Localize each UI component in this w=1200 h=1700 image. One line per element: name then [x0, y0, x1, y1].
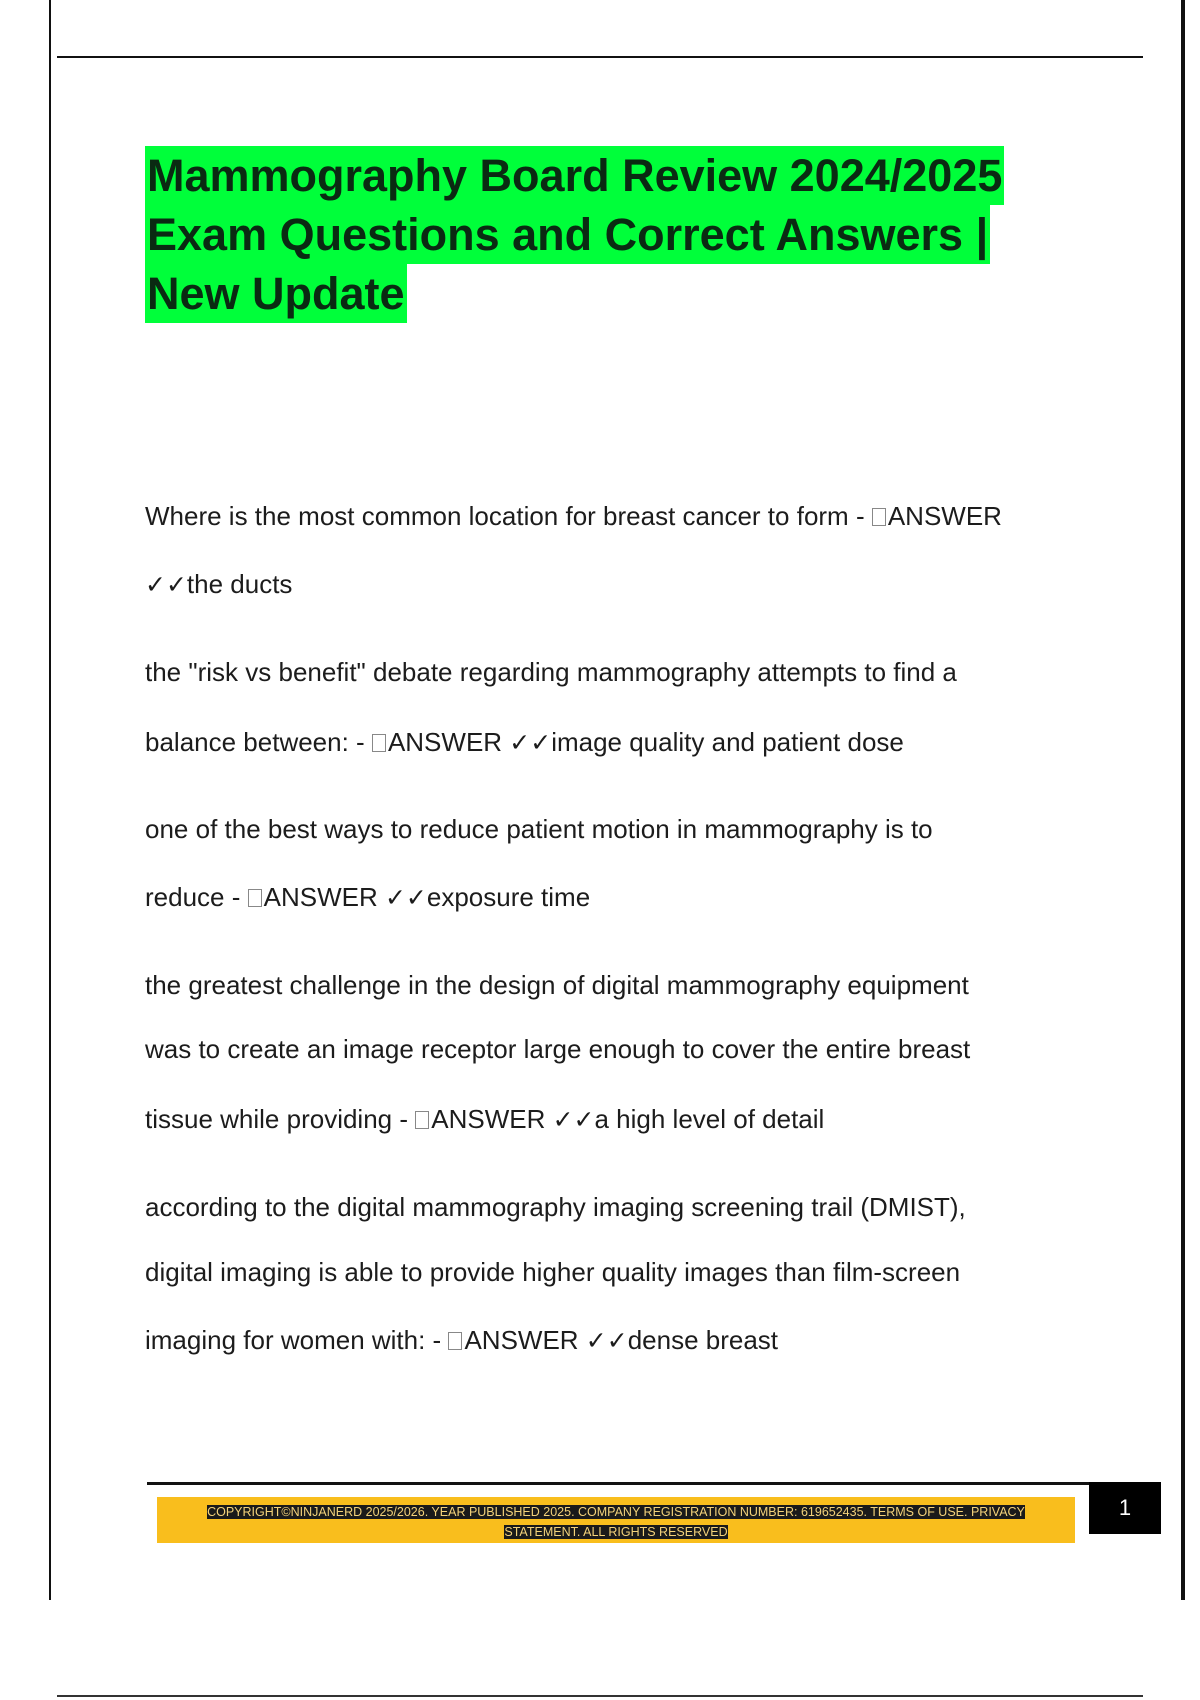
question-text: reduce - [145, 882, 248, 912]
answer-text: exposure time [426, 882, 591, 912]
question-text: imaging for women with: - [145, 1325, 449, 1355]
page-number: 1 [1089, 1482, 1161, 1534]
double-check-icon: ✓✓ [552, 1105, 595, 1134]
qa-item [145, 499, 1002, 602]
missing-glyph-box-icon [248, 889, 262, 907]
missing-glyph-box-icon [448, 1332, 462, 1350]
double-check-icon: ✓✓ [384, 883, 427, 912]
page-border-left [49, 0, 51, 1600]
question-text: the greatest challenge in the design of digital mammography equipment [145, 970, 969, 1000]
question-text: tissue while providing - [145, 1104, 416, 1134]
copyright-line: COPYRIGHT©NINJANERD 2025/2026. YEAR PUBLISHED 2025. COMPANY REGISTRATION NUMBER: 619652435. TERMS OF USE. PRIVACY [207, 1505, 1025, 1519]
answer-label: ANSWER [887, 501, 1002, 531]
missing-glyph-box-icon [872, 508, 886, 526]
title-line: Exam Questions and Correct Answers | [145, 205, 990, 264]
double-check-icon: ✓✓ [145, 570, 187, 599]
question-text: one of the best ways to reduce patient motion in mammography is to [145, 814, 933, 844]
qa-item [145, 968, 970, 1137]
qa-item [145, 812, 933, 915]
qa-line [145, 499, 1002, 533]
qa-line [145, 1102, 970, 1137]
next-page-top-rule [57, 1695, 1143, 1697]
answer-text: a high level of detail [594, 1104, 825, 1134]
qa-line [145, 655, 957, 689]
answer-label: ANSWER [387, 727, 510, 757]
question-text: was to create an image receptor large enough to cover the entire breast [145, 1034, 971, 1064]
missing-glyph-box-icon [415, 1111, 429, 1129]
double-check-icon: ✓✓ [585, 1326, 628, 1355]
document-title [145, 146, 1095, 323]
title-line: Mammography Board Review 2024/2025 [145, 146, 1004, 205]
copyright-notice [168, 1502, 1064, 1542]
qa-line [145, 1255, 966, 1289]
question-text: balance between: - [145, 727, 372, 757]
qa-item [145, 1190, 966, 1358]
answer-text: image quality and patient dose [551, 727, 904, 757]
question-text: Where is the most common location for breast cancer to form - [145, 501, 872, 531]
title-line: New Update [145, 264, 407, 323]
answer-label: ANSWER [431, 1104, 553, 1134]
copyright-line: STATEMENT. ALL RIGHTS RESERVED [504, 1525, 728, 1539]
question-text: digital imaging is able to provide higher quality images than film-screen [145, 1257, 961, 1287]
qa-line [145, 725, 957, 760]
qa-item [145, 655, 957, 760]
answer-label: ANSWER [464, 1325, 586, 1355]
question-text: according to the digital mammography imaging screening trail (DMIST), [145, 1192, 966, 1222]
qa-line [145, 567, 1002, 602]
page-border-right [1181, 0, 1185, 1600]
footer-rule [147, 1482, 1089, 1485]
question-text: the "risk vs benefit" debate regarding mammography attempts to find a [145, 657, 957, 687]
qa-line [145, 1323, 966, 1358]
qa-line [145, 812, 933, 846]
header-rule [57, 56, 1143, 58]
missing-glyph-box-icon [372, 734, 386, 752]
answer-label: ANSWER [263, 882, 385, 912]
qa-line [145, 1032, 970, 1066]
answer-text: the ducts [186, 569, 293, 599]
answer-text: dense breast [627, 1325, 779, 1355]
qa-line [145, 1190, 966, 1224]
double-check-icon: ✓✓ [509, 728, 552, 757]
qa-line [145, 880, 933, 915]
qa-line [145, 968, 970, 1002]
